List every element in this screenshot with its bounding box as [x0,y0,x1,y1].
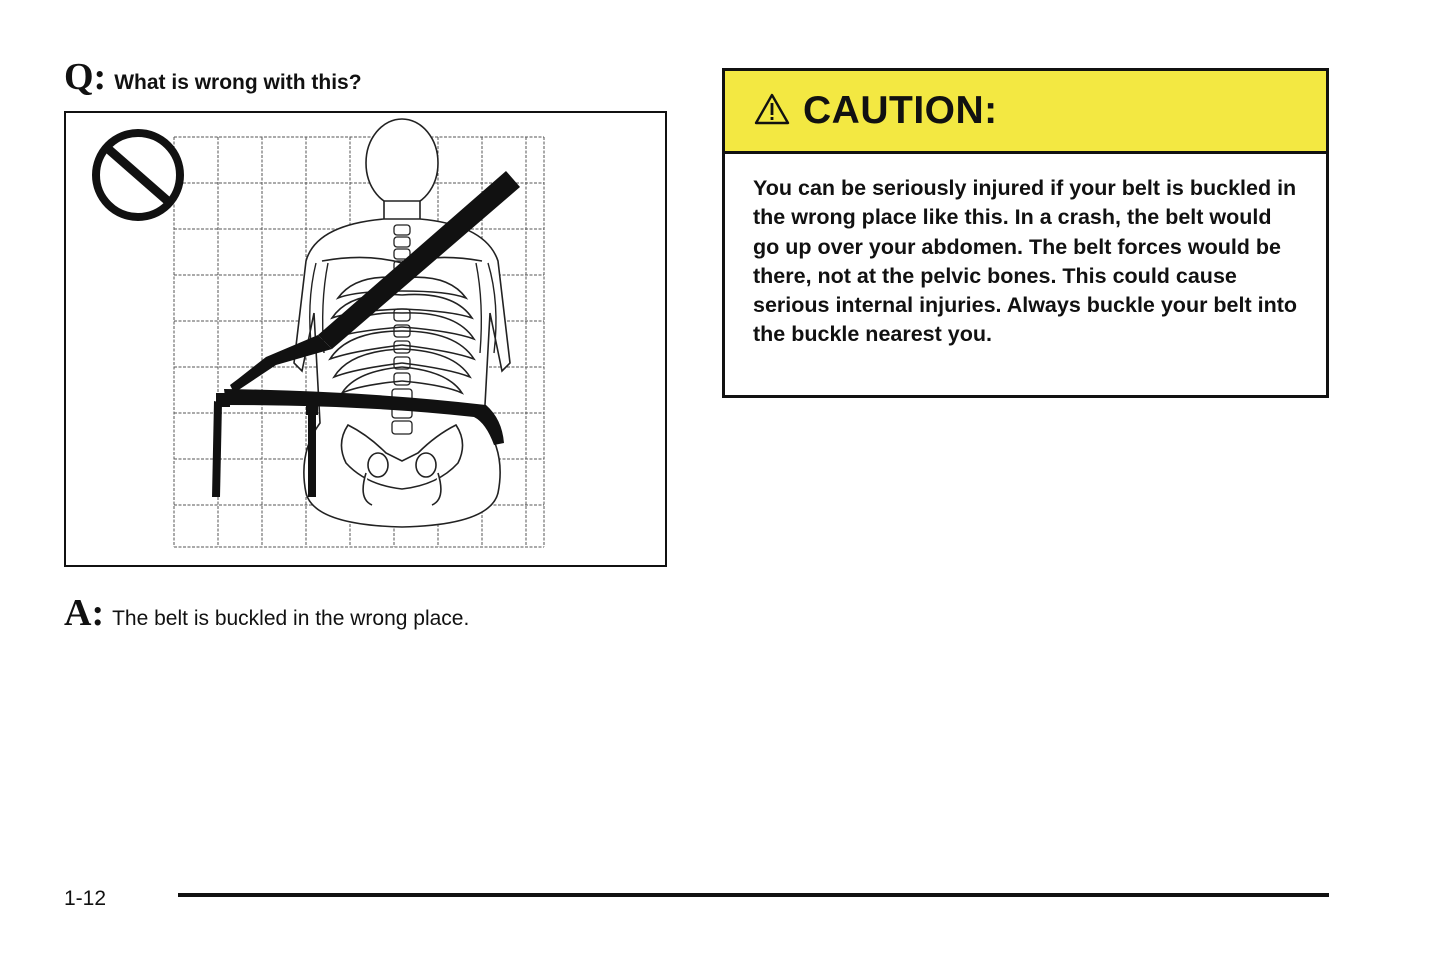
answer-text: The belt is buckled in the wrong place. [112,607,470,630]
answer-line [64,594,469,632]
belt-buckle-left [216,393,230,407]
belt-end-right [308,411,316,497]
caution-title: CAUTION: [803,89,998,132]
caution-box [722,68,1329,398]
caution-body-text: You can be seriously injured if your belt is buckled in the wrong place like this. In a crash, the belt would go up over your abdomen. The belt forces would be there, not at the pelvic bones. This could cause serious internal injuries. Always buckle your belt into the buckle nearest you. [753,176,1298,347]
footer-rule [178,893,1329,897]
page-number: 1-12 [64,887,107,910]
answer-letter: A: [64,592,105,634]
belt-buckle-right [306,403,318,415]
belt-end-left [212,401,222,497]
question-letter: Q: [64,56,107,98]
warning-triangle-icon [753,92,791,126]
illustration-frame [64,111,667,567]
question-text: What is wrong with this? [114,71,362,94]
caution-header [725,71,1326,154]
skeleton-seatbelt-illustration [66,113,665,565]
no-symbol-icon [96,133,180,217]
question-line [64,58,362,96]
